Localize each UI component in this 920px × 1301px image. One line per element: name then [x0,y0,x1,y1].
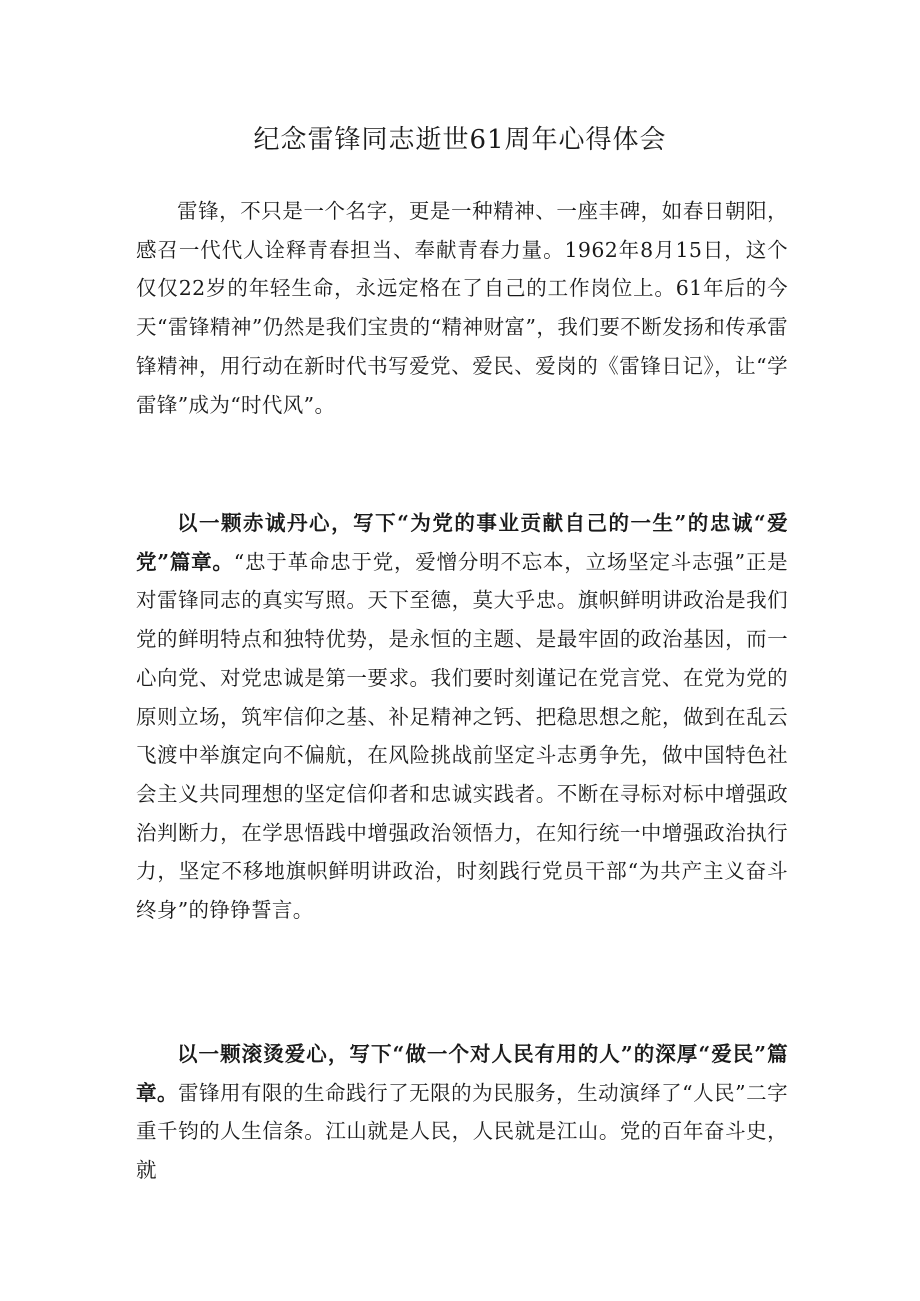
paragraph-love-party-heading: 以一颗赤诚丹心，写下“为党的事业贡献自己的一生”的忠诚“爱党”篇章。 [136,511,788,574]
paragraph-love-people-text: 雷锋用有限的生命践行了无限的为民服务，生动演绎了“人民”二字重千钧的人生信条。江山就是人民，人民就是江山。党的百年奋斗史，就 [136,1080,788,1183]
paragraph-intro [136,192,788,424]
paragraph-intro-text: 雷锋，不只是一个名字，更是一种精神、一座丰碑，如春日朝阳，感召一代代人诠释青春担当、奉献青春力量。1962年8月15日，这个仅仅22岁的年轻生命，永远定格在了自己的工作岗位上。61年后的今天“雷锋精神”仍然是我们宝贵的“精神财富”，我们要不断发扬和传承雷锋精神，用行动在新时代书写爱党、爱民、爱岗的《雷锋日记》，让“学雷锋”成为“时代风”。 [136,199,788,417]
paragraph-love-party-text: “忠于革命忠于党，爱憎分明不忘本，立场坚定斗志强”正是对雷锋同志的真实写照。天下至德，莫大乎忠。旗帜鲜明讲政治是我们党的鲜明特点和独特优势，是永恒的主题、是最牢固的政治基因，而一心向党、对党忠诚是第一要求。我们要时刻谨记在党言党、在党为党的原则立场，筑牢信仰之基、补足精神之钙、把稳思想之舵，做到在乱云飞渡中举旗定向不偏航，在风险挑战前坚定斗志勇争先，做中国特色社会主义共同理想的坚定信仰者和忠诚实践者。不断在寻标对标中增强政治判断力，在学思悟践中增强政治领悟力，在知行统一中增强政治执行力，坚定不移地旗帜鲜明讲政治，时刻践行党员干部“为共产主义奋斗终身”的铮铮誓言。 [136,549,788,923]
paragraph-love-party [136,504,788,930]
paragraph-love-people [136,1035,788,1190]
document-title: 纪念雷锋同志逝世61周年心得体会 [253,125,667,155]
paragraph-love-people-heading: 以一颗滚烫爱心，写下“做一个对人民有用的人”的深厚“爱民”篇章。 [136,1042,788,1105]
